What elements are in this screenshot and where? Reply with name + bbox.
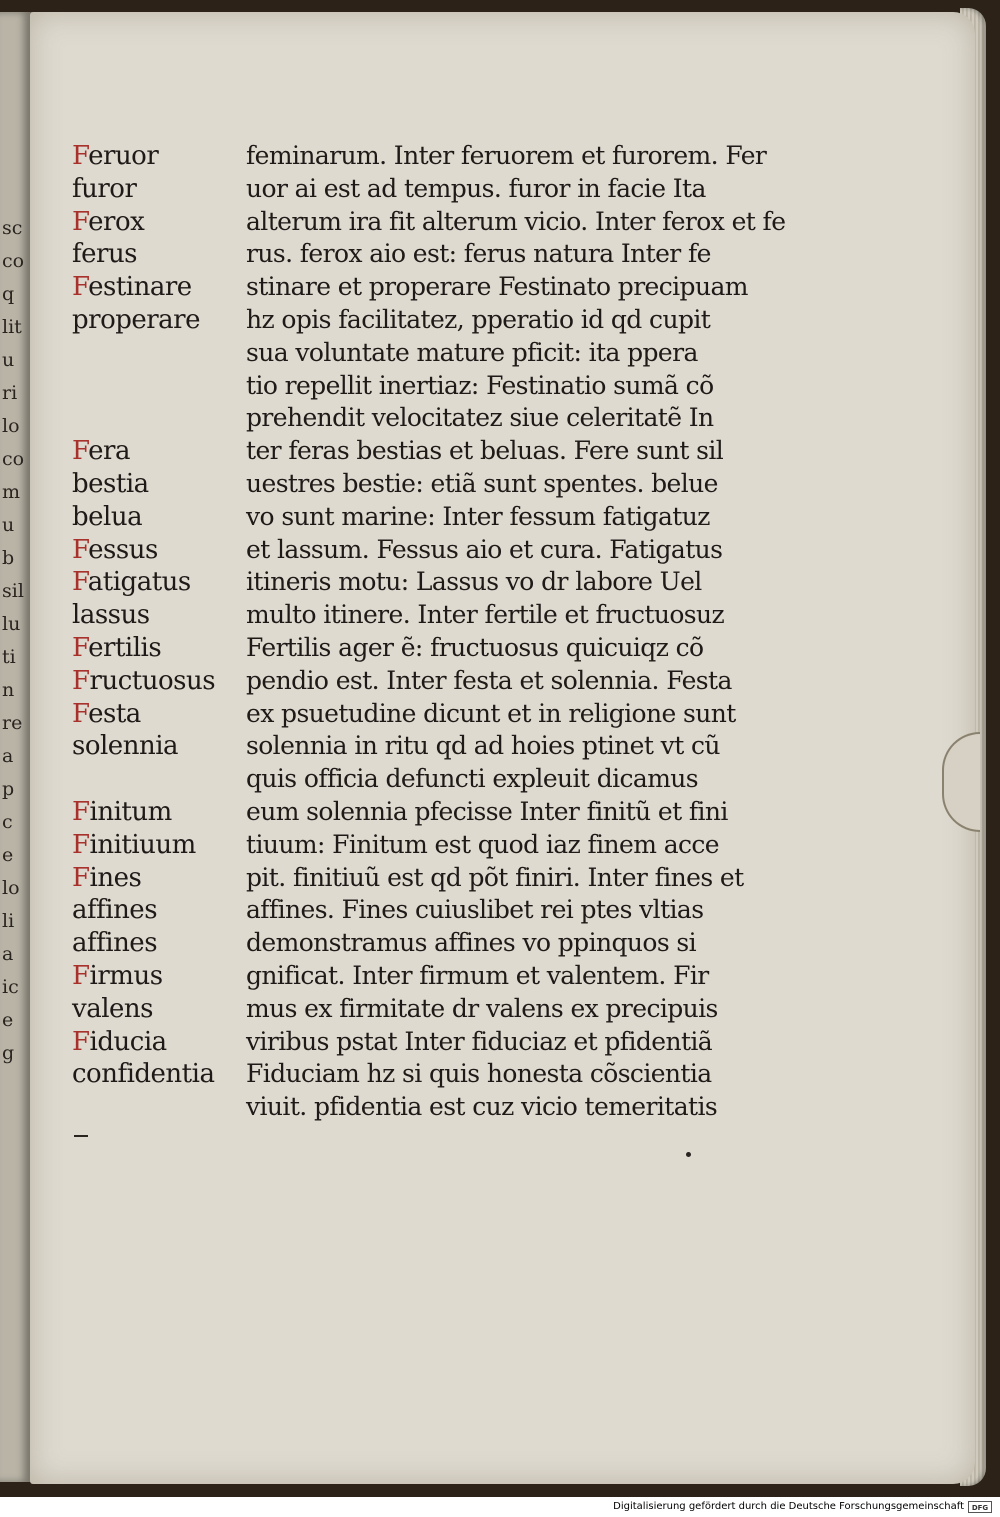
gloss-word: affines: [72, 928, 158, 959]
text-line: pendio est. Inter festa et solennia. Festa: [246, 665, 732, 695]
margin-gloss: [72, 501, 142, 533]
rubric-initial: F: [72, 633, 89, 663]
text-line: sua voluntate mature pficit: ita ppera: [246, 337, 698, 367]
margin-gloss: [72, 632, 161, 664]
rubric-initial: F: [72, 436, 89, 467]
gloss-word: esta: [88, 698, 141, 729]
text-line: affines. Fines cuiuslibet rei ptes vltias: [246, 895, 704, 925]
margin-gloss: [72, 862, 141, 894]
text-line: Fiduciam hz si quis honesta cõscientia: [246, 1059, 712, 1089]
margin-gloss: [72, 271, 192, 303]
rubric-initial: F: [72, 862, 90, 893]
text-line: pit. finitiuũ est qd põt finiri. Inter fines et: [246, 862, 744, 892]
gloss-word: bestia: [72, 469, 149, 499]
gloss-word: initum: [89, 797, 172, 827]
margin-gloss: [72, 665, 215, 697]
text-line: itineris motu: Lassus vo dr labore Uel: [246, 567, 702, 597]
gloss-word: confidentia: [72, 1059, 215, 1090]
text-line: rus. ferox aio est: ferus natura Inter fe: [246, 239, 711, 269]
margin-gloss: [72, 993, 153, 1025]
gloss-word: ferus: [72, 239, 138, 270]
rubric-initial: F: [72, 797, 90, 827]
rubric-initial: F: [72, 698, 89, 729]
text-line: ter feras bestias et beluas. Fere sunt sil: [246, 436, 724, 466]
text-line: tio repellit inertiaz: Festinatio sumã cõ: [246, 370, 714, 400]
text-line: alterum ira fit alterum vicio. Inter ferox et fe: [246, 206, 786, 236]
text-line: viribus pstat Inter fiduciaz et pfidentiã: [246, 1026, 713, 1056]
margin-gloss: [72, 304, 200, 336]
text-line: viuit. pfidentia est cuz vicio temeritatis: [246, 1092, 718, 1122]
gloss-word: iducia: [89, 1026, 167, 1057]
rubric-initial: F: [72, 829, 90, 860]
margin-gloss: [72, 566, 191, 598]
margin-gloss: [72, 1058, 214, 1090]
margin-gloss: [72, 206, 144, 238]
margin-gloss: [72, 534, 158, 566]
text-line: ex psuetudine dicunt et in religione sunt: [246, 698, 736, 728]
margin-gloss: [72, 698, 141, 730]
gloss-word: furor: [72, 173, 137, 204]
gloss-word: properare: [72, 305, 201, 335]
gloss-word: lassus: [72, 600, 150, 631]
gloss-word: solennia: [72, 731, 179, 762]
margin-gloss: [72, 468, 149, 500]
rubric-initial: F: [72, 272, 89, 303]
text-line: gnificat. Inter firmum et valentem. Fir: [246, 961, 709, 990]
text-line: feminarum. Inter feruorem et furorem. Fer: [246, 141, 767, 170]
gloss-word: irmus: [89, 961, 163, 991]
gloss-word: eruor: [88, 141, 159, 171]
margin-gloss: [72, 894, 157, 926]
previous-page-edge: [0, 12, 32, 1482]
text-line: multo itinere. Inter fertile et fructuosuz: [246, 600, 725, 630]
previous-page-text: sc co q lit u ri lo co m u b sil lu ti n re a p c e lo li a ic e g: [2, 217, 25, 1064]
margin-gloss: [72, 599, 150, 631]
ink-dot: [686, 1152, 691, 1157]
margin-gloss: [72, 1026, 167, 1058]
gloss-word: valens: [72, 993, 153, 1024]
gloss-word: initiuum: [89, 829, 196, 860]
margin-gloss: [72, 829, 196, 861]
rubric-initial: F: [72, 961, 90, 991]
text-line: et lassum. Fessus aio et cura. Fatigatus: [246, 534, 723, 564]
gloss-word: estinare: [88, 272, 192, 303]
gloss-word: ines: [89, 862, 142, 893]
margin-gloss: [72, 960, 163, 992]
text-line: mus ex firmitate dr valens ex precipuis: [246, 993, 718, 1023]
rubric-initial: F: [72, 141, 89, 171]
margin-gloss: [72, 238, 137, 270]
margin-gloss: [72, 140, 158, 172]
text-line: uestres bestie: etiã sunt spentes. belue: [246, 469, 718, 498]
rubric-initial: F: [72, 567, 88, 598]
text-line: solennia in ritu qd ad hoies ptinet vt cũ: [246, 731, 720, 761]
gloss-word: era: [88, 436, 130, 467]
gloss-word: ertilis: [88, 633, 162, 663]
rubric-initial: F: [72, 206, 89, 237]
margin-gloss: [72, 730, 178, 762]
text-line: hz opis facilitatez, pperatio id qd cupit: [246, 305, 711, 334]
gloss-word: erox: [88, 206, 145, 237]
margin-gloss: [72, 927, 157, 959]
gloss-word: belua: [72, 501, 143, 532]
rubric-initial: F: [72, 1026, 90, 1057]
text-line: tiuum: Finitum est quod iaz finem acce: [246, 829, 720, 859]
text-line: demonstramus affines vo ppinquos si: [246, 928, 697, 958]
ink-mark: [74, 1135, 88, 1137]
text-line: uor ai est ad tempus. furor in facie Ita: [246, 173, 706, 203]
margin-gloss: [72, 173, 136, 205]
text-line: stinare et properare Festinato precipuam: [246, 272, 748, 302]
dfg-logo: DFG: [968, 1501, 992, 1513]
text-line: prehendit velocitatez siue celeritatẽ In: [246, 403, 714, 433]
gloss-word: affines: [72, 895, 158, 926]
text-line: eum solennia pfecisse Inter finitũ et fini: [246, 797, 728, 826]
text-line: vo sunt marine: Inter fessum fatigatuz: [246, 501, 710, 531]
credit-line: Digitalisierung gefördert durch die Deutsche Forschungsgemeinschaft: [613, 1501, 964, 1512]
text-line: quis officia defuncti expleuit dicamus: [246, 764, 699, 794]
gloss-word: ructuosus: [89, 665, 216, 696]
margin-gloss: [72, 435, 130, 467]
rubric-initial: F: [72, 665, 90, 696]
rubric-initial: F: [72, 534, 89, 565]
gloss-word: atigatus: [87, 567, 191, 598]
gloss-word: essus: [88, 534, 158, 565]
text-line: Fertilis ager ẽ: fructuosus quicuiqz cõ: [246, 633, 704, 662]
margin-gloss: [72, 796, 172, 828]
